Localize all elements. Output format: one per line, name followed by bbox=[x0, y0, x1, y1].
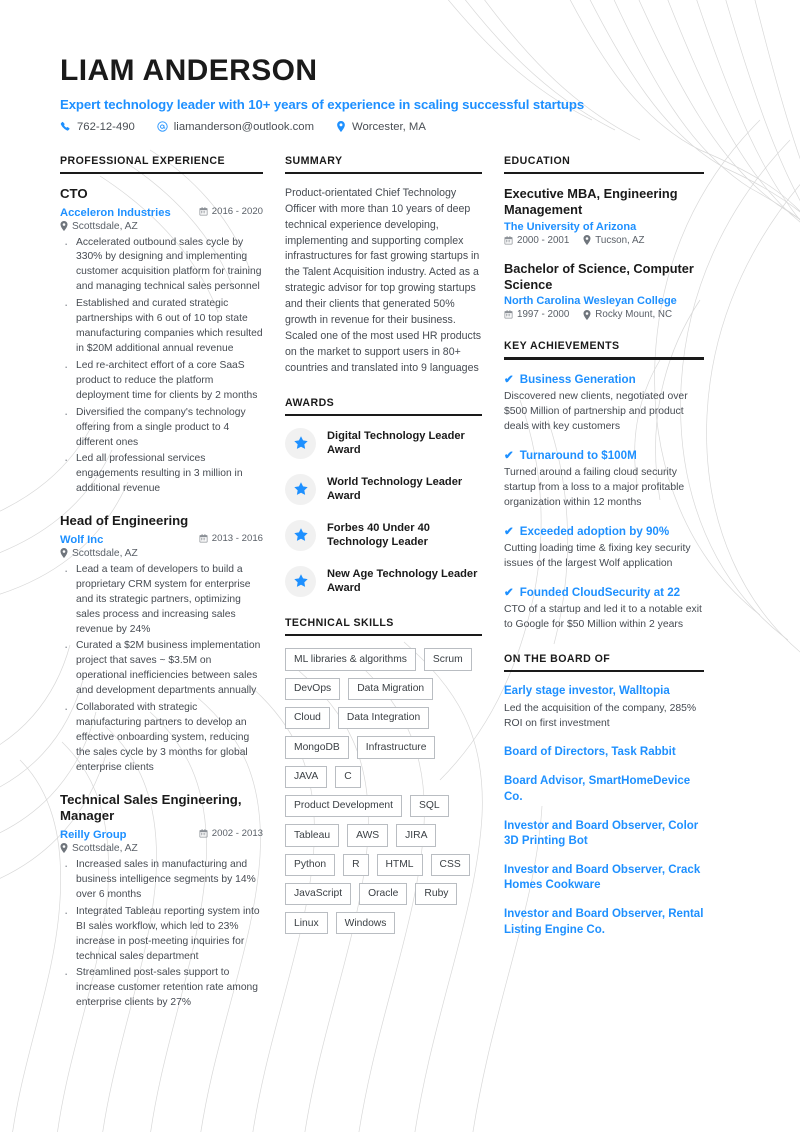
achievements-list bbox=[504, 372, 704, 633]
skill-chip[interactable]: Linux bbox=[285, 912, 328, 934]
education-dates bbox=[504, 309, 569, 320]
calendar-icon bbox=[199, 829, 208, 838]
job-dates bbox=[199, 828, 263, 839]
award-item bbox=[285, 474, 482, 505]
job-location bbox=[60, 548, 263, 559]
education-list bbox=[504, 186, 704, 321]
phone-icon bbox=[60, 121, 71, 132]
resume-columns bbox=[0, 133, 800, 1032]
skill-chip[interactable]: Cloud bbox=[285, 707, 330, 729]
award-name: Digital Technology Leader Award bbox=[327, 430, 465, 457]
skill-chip[interactable]: C bbox=[335, 766, 360, 788]
job-bullet-list bbox=[60, 563, 263, 776]
candidate-name: LIAM ANDERSON bbox=[60, 54, 318, 87]
education-dates bbox=[504, 235, 569, 246]
job-role: Head of Engineering bbox=[60, 513, 189, 529]
skill-chip[interactable]: Infrastructure bbox=[357, 736, 436, 758]
achievement-item bbox=[504, 585, 704, 632]
skill-chip[interactable]: Data Migration bbox=[348, 678, 433, 700]
achievement-item bbox=[504, 372, 704, 434]
job-role: Technical Sales Engineering, Manager bbox=[60, 791, 242, 824]
section-title-achievements: KEY ACHIEVEMENTS bbox=[504, 340, 620, 353]
check-icon: ✔ bbox=[504, 586, 514, 600]
skill-chip[interactable]: Product Development bbox=[285, 795, 402, 817]
section-title-summary: SUMMARY bbox=[285, 154, 343, 167]
skill-chip[interactable]: JAVA bbox=[285, 766, 327, 788]
achievement-title bbox=[504, 448, 704, 462]
award-name: Forbes 40 Under 40 Technology Leader bbox=[327, 522, 430, 549]
experience-bullet: · Lead a team of developers to build a proprietary CRM system for enterprise and its strategic partners, optimizing sales process and increasing sales revenue by 24% bbox=[60, 563, 263, 638]
section-awards bbox=[285, 397, 482, 597]
skill-chip[interactable]: Windows bbox=[336, 912, 396, 934]
skill-chip[interactable]: ML libraries & algorithms bbox=[285, 648, 416, 670]
location-pin-icon bbox=[336, 121, 346, 132]
job-meta bbox=[60, 533, 263, 546]
education-meta bbox=[504, 309, 704, 320]
achievement-item bbox=[504, 524, 704, 571]
achievement-description: Cutting loading time & fixing key security issues of the largest Wolf application bbox=[504, 543, 691, 570]
calendar-icon bbox=[199, 207, 208, 216]
education-dates-text: 1997 - 2000 bbox=[517, 309, 570, 321]
achievement-description: Discovered new clients, negotiated over $500 Million of partnership and product deals with key customers bbox=[504, 390, 688, 432]
skill-chip[interactable]: MongoDB bbox=[285, 736, 349, 758]
job-location bbox=[60, 221, 263, 232]
section-education bbox=[504, 155, 704, 321]
column-middle bbox=[285, 155, 482, 955]
skill-chip[interactable]: AWS bbox=[347, 824, 388, 846]
section-divider bbox=[285, 634, 482, 636]
board-item bbox=[504, 745, 704, 760]
education-location bbox=[583, 309, 672, 320]
job-location-text: Scottsdale, AZ bbox=[72, 220, 138, 232]
skill-chip[interactable]: Tableau bbox=[285, 824, 339, 846]
section-title-board: ON THE BOARD OF bbox=[504, 652, 611, 665]
column-left bbox=[60, 155, 263, 1032]
star-icon bbox=[293, 573, 309, 589]
contact-email[interactable] bbox=[157, 121, 314, 133]
experience-bullet: · Diversified the company's technology offering from a single product to 4 different ones bbox=[60, 406, 263, 451]
check-icon: ✔ bbox=[504, 525, 514, 539]
award-badge bbox=[285, 474, 316, 505]
calendar-icon bbox=[504, 310, 513, 319]
skills-chip-list bbox=[285, 648, 482, 934]
experience-bullet: · Streamlined post-sales support to increase customer retention rate among enterprise clients by 27% bbox=[60, 966, 263, 1011]
skill-chip[interactable]: Python bbox=[285, 854, 335, 876]
education-dates-text: 2000 - 2001 bbox=[517, 234, 570, 246]
job-bullet-list bbox=[60, 858, 263, 1011]
board-item bbox=[504, 774, 704, 804]
award-item bbox=[285, 428, 482, 459]
section-summary bbox=[285, 155, 482, 377]
job-location-text: Scottsdale, AZ bbox=[72, 842, 138, 854]
achievement-title bbox=[504, 372, 704, 386]
job-bullet-list bbox=[60, 236, 263, 498]
board-item bbox=[504, 684, 704, 731]
board-role: Investor and Board Observer, Color 3D Printing Bot bbox=[504, 819, 699, 847]
check-icon: ✔ bbox=[504, 449, 514, 463]
skill-chip[interactable]: Ruby bbox=[415, 883, 457, 905]
section-title-education: EDUCATION bbox=[504, 154, 571, 167]
board-item bbox=[504, 819, 704, 849]
achievement-title-text: Business Generation bbox=[519, 372, 636, 386]
job-meta bbox=[60, 828, 263, 841]
job-meta bbox=[60, 206, 263, 219]
achievement-title-text: Founded CloudSecurity at 22 bbox=[519, 586, 681, 600]
achievement-item bbox=[504, 448, 704, 510]
board-list bbox=[504, 684, 704, 938]
skill-chip[interactable]: DevOps bbox=[285, 678, 340, 700]
section-title-skills: TECHNICAL SKILLS bbox=[285, 616, 394, 629]
resume-header bbox=[0, 0, 800, 133]
calendar-icon bbox=[199, 534, 208, 543]
section-divider bbox=[285, 414, 482, 416]
education-entry bbox=[504, 186, 704, 246]
star-icon bbox=[293, 435, 309, 451]
location-pin-icon bbox=[60, 221, 68, 231]
skill-chip[interactable]: Data Integration bbox=[338, 707, 429, 729]
education-school: The University of Arizona bbox=[504, 220, 637, 233]
education-location bbox=[583, 235, 644, 246]
education-meta bbox=[504, 235, 704, 246]
award-badge bbox=[285, 428, 316, 459]
award-badge bbox=[285, 520, 316, 551]
contact-location-text: Worcester, MA bbox=[352, 120, 426, 133]
experience-bullet: · Established and curated strategic partnerships with 6 out of 10 top state manufacturing companies which resulted in $20M additional annual revenue bbox=[60, 297, 263, 357]
skill-chip[interactable]: Scrum bbox=[424, 648, 472, 670]
location-pin-icon bbox=[583, 310, 591, 320]
section-technical-skills bbox=[285, 617, 482, 935]
skill-chip[interactable]: CSS bbox=[431, 854, 470, 876]
job-company: Reilly Group bbox=[60, 828, 127, 841]
award-item bbox=[285, 520, 482, 551]
check-icon: ✔ bbox=[504, 372, 514, 386]
skill-chip[interactable]: Oracle bbox=[359, 883, 407, 905]
location-pin-icon bbox=[60, 843, 68, 853]
education-degree: Bachelor of Science, Computer Science bbox=[504, 260, 694, 293]
contact-location[interactable] bbox=[336, 121, 426, 133]
job-location bbox=[60, 843, 263, 854]
section-title-awards: AWARDS bbox=[285, 396, 335, 409]
education-location-text: Rocky Mount, NC bbox=[595, 309, 673, 321]
experience-bullet: · Led re-architect effort of a core SaaS product to reduce the platform deployment time for clients by 2 months bbox=[60, 359, 263, 404]
job-dates bbox=[199, 206, 263, 217]
skill-chip[interactable]: HTML bbox=[377, 854, 423, 876]
job-role: CTO bbox=[60, 185, 88, 201]
experience-bullet: · Curated a $2M business implementation project that saves ~ $3.5M on operational inefficiencies between sales and development departments annually bbox=[60, 639, 263, 699]
candidate-tagline: Expert technology leader with 10+ years of experience in scaling successful startups bbox=[60, 96, 585, 112]
education-school: North Carolina Wesleyan College bbox=[504, 295, 677, 308]
skill-chip[interactable]: JIRA bbox=[396, 824, 436, 846]
section-key-achievements bbox=[504, 340, 704, 632]
star-icon bbox=[293, 527, 309, 543]
job-dates-text: 2013 - 2016 bbox=[211, 532, 263, 544]
education-entry bbox=[504, 261, 704, 321]
section-title-experience: PROFESSIONAL EXPERIENCE bbox=[60, 154, 225, 167]
awards-list bbox=[285, 428, 482, 597]
section-divider bbox=[504, 172, 704, 174]
achievement-description: CTO of a startup and led it to a notable exit to Google for $50 Million within 2 years bbox=[504, 604, 702, 631]
experience-bullet: · Integrated Tableau reporting system into BI sales workflow, which led to 23% increase in post-meeting inquiries for technical sales department bbox=[60, 905, 263, 965]
section-divider bbox=[285, 172, 482, 174]
contact-phone-text: 762-12-490 bbox=[77, 120, 135, 133]
section-on-the-board-of bbox=[504, 653, 704, 938]
skill-chip[interactable]: R bbox=[343, 854, 368, 876]
experience-list bbox=[60, 186, 263, 1011]
contact-list bbox=[60, 121, 740, 133]
achievement-title bbox=[504, 524, 704, 538]
achievement-title bbox=[504, 585, 704, 599]
contact-phone[interactable] bbox=[60, 121, 135, 133]
award-name: New Age Technology Leader Award bbox=[327, 568, 478, 595]
experience-entry bbox=[60, 792, 263, 1011]
award-badge bbox=[285, 566, 316, 597]
contact-email-text: liamanderson@outlook.com bbox=[173, 120, 314, 133]
location-pin-icon bbox=[60, 548, 68, 558]
experience-entry bbox=[60, 186, 263, 497]
skill-chip[interactable]: SQL bbox=[410, 795, 449, 817]
experience-entry bbox=[60, 513, 263, 776]
star-icon bbox=[293, 481, 309, 497]
achievement-title-text: Turnaround to $100M bbox=[519, 449, 637, 463]
job-company: Acceleron Industries bbox=[60, 206, 171, 219]
section-divider bbox=[504, 357, 704, 359]
job-company: Wolf Inc bbox=[60, 533, 104, 546]
column-right bbox=[504, 155, 704, 958]
section-divider bbox=[504, 670, 704, 672]
achievement-title-text: Exceeded adoption by 90% bbox=[519, 525, 670, 539]
location-pin-icon bbox=[583, 235, 591, 245]
board-role: Investor and Board Observer, Crack Homes Cookware bbox=[504, 864, 701, 892]
job-dates-text: 2016 - 2020 bbox=[211, 205, 263, 217]
experience-bullet: · Led all professional services engagements resulting in 3 million in additional revenue bbox=[60, 452, 263, 497]
job-dates bbox=[199, 533, 263, 544]
job-location-text: Scottsdale, AZ bbox=[72, 547, 138, 559]
education-location-text: Tucson, AZ bbox=[595, 234, 645, 246]
board-role: Early stage investor, Walltopia bbox=[504, 684, 670, 697]
experience-bullet: · Accelerated outbound sales cycle by 330% by designing and implementing customer acquisition platform for training and managing technical sales personnel bbox=[60, 236, 263, 296]
summary-text: Product-orientated Chief Technology Officer with more than 10 years of deep technical experience developing, implementing and supporting complex infrastructures for fast growing startups in the Talent Acquisition industry. Acted as a strategic advisor for top growing startups and their clients that generated 50% growth in revenue for their business. Scaled one of the most used HR products on the market to support users in 80+ countries and translated into 9 languages bbox=[285, 186, 482, 374]
experience-bullet: · Increased sales in manufacturing and business intelligence segments by 14% over 6 months bbox=[60, 858, 263, 903]
board-description: Led the acquisition of the company, 285% ROI on first investment bbox=[504, 703, 697, 730]
board-item bbox=[504, 863, 704, 893]
board-item bbox=[504, 907, 704, 937]
skill-chip[interactable]: JavaScript bbox=[285, 883, 351, 905]
award-name: World Technology Leader Award bbox=[327, 476, 463, 503]
experience-bullet: · Collaborated with strategic manufacturing partners to develop an effective onboarding system, reducing the sales cycle by 3 months for global enterprise clients bbox=[60, 701, 263, 776]
section-divider bbox=[60, 172, 263, 174]
board-role: Investor and Board Observer, Rental Listing Engine Co. bbox=[504, 908, 704, 936]
award-item bbox=[285, 566, 482, 597]
achievement-description: Turned around a failing cloud security startup from a loss to a major profitable organization within 12 months bbox=[504, 467, 685, 509]
education-degree: Executive MBA, Engineering Management bbox=[504, 185, 678, 218]
board-role: Board of Directors, Task Rabbit bbox=[504, 746, 676, 759]
board-role: Board Advisor, SmartHomeDevice Co. bbox=[504, 775, 691, 803]
calendar-icon bbox=[504, 236, 513, 245]
email-icon bbox=[157, 121, 168, 132]
job-dates-text: 2002 - 2013 bbox=[211, 827, 263, 839]
section-professional-experience bbox=[60, 155, 263, 1012]
